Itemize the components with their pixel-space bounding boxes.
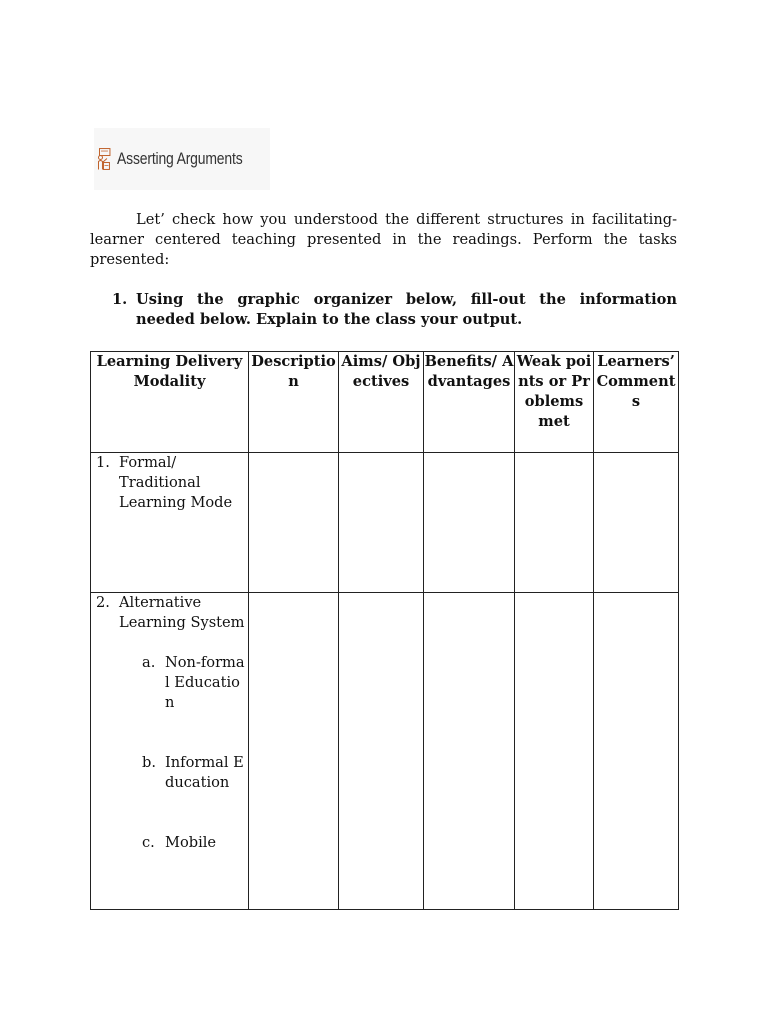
header-weak-points: Weak points or Problems met xyxy=(515,352,594,453)
sub-item-letter: a. xyxy=(142,654,156,671)
sub-list-item xyxy=(91,753,248,793)
sub-item-label: Non-formal Education xyxy=(165,654,245,711)
aims-cell[interactable] xyxy=(339,453,424,593)
header-aims-objectives: Aims/ Objectives xyxy=(339,352,424,453)
benefits-cell[interactable] xyxy=(424,593,515,910)
description-cell[interactable] xyxy=(249,593,339,910)
section-title: Asserting Arguments xyxy=(116,149,243,168)
task-item xyxy=(112,290,677,330)
table-header-row xyxy=(91,352,679,453)
list-item xyxy=(91,593,248,633)
weak-points-cell[interactable] xyxy=(515,593,594,910)
sub-item-label: Informal Education xyxy=(165,754,244,791)
sub-item-letter: c. xyxy=(142,834,155,851)
aims-cell[interactable] xyxy=(339,593,424,910)
modality-cell xyxy=(91,593,249,910)
header-description: Description xyxy=(249,352,339,453)
list-item xyxy=(91,453,248,513)
graphic-organizer-table xyxy=(90,351,679,910)
comments-cell[interactable] xyxy=(594,453,679,593)
person-at-board-icon xyxy=(97,136,112,182)
item-number: 1. xyxy=(96,454,110,471)
table-row xyxy=(91,593,679,910)
item-label: Formal/ Traditional Learning Mode xyxy=(119,454,233,511)
header-learners-comments: Learners’ Comments xyxy=(594,352,679,453)
sub-list-item xyxy=(91,833,248,853)
header-learning-delivery-modality: Learning Delivery Modality xyxy=(91,352,249,453)
item-number: 2. xyxy=(96,594,110,611)
benefits-cell[interactable] xyxy=(424,453,515,593)
sub-item-letter: b. xyxy=(142,754,156,771)
description-cell[interactable] xyxy=(249,453,339,593)
task-instruction: Using the graphic organizer below, fill-out the information needed below. Explain to the class your output. xyxy=(136,291,677,328)
item-label: Alternative Learning System xyxy=(119,594,245,631)
sub-list-item xyxy=(91,653,248,713)
header-benefits-advantages: Benefits/ Advantages xyxy=(424,352,515,453)
weak-points-cell[interactable] xyxy=(515,453,594,593)
modality-cell xyxy=(91,453,249,593)
comments-cell[interactable] xyxy=(594,593,679,910)
table-row xyxy=(91,453,679,593)
section-header xyxy=(94,128,270,190)
task-number: 1. xyxy=(112,291,128,308)
intro-paragraph: Let’ check how you understood the different structures in facilitating-learner centered teaching presented in the readings. Perform the tasks presented: xyxy=(90,211,677,268)
sub-item-label: Mobile xyxy=(165,834,217,851)
